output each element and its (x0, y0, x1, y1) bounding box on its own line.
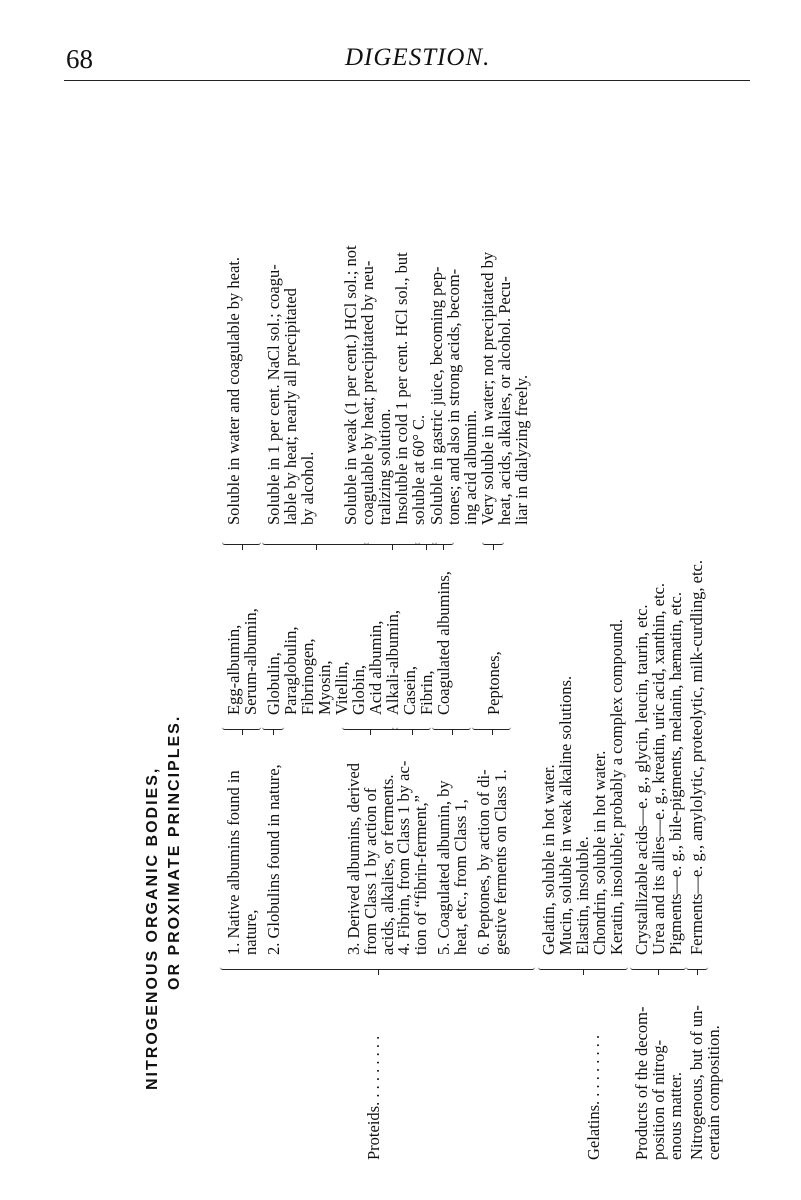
proteid-member: Fibrin, (417, 670, 436, 715)
gelatin-item: Keratin, insoluble; probably a complex compound. (607, 619, 626, 955)
proteid-property: liar in dialyzing freely. (512, 374, 531, 525)
class-brace (222, 724, 261, 730)
gelatins-label: Gelatins. . . . . . . . . (584, 1034, 603, 1160)
gelatin-item: Chondrin, soluble in hot water. (590, 750, 609, 955)
proteid-member: Peptones, (484, 651, 503, 715)
proteid-class: gestive ferments on Class 1. (491, 769, 510, 955)
proteid-property: Soluble in 1 per cent. NaCl sol.; coagu- (264, 264, 283, 525)
member-brace (222, 539, 261, 545)
proteid-member: Myosin, (315, 660, 334, 715)
class-brace (432, 724, 471, 730)
products-brace (630, 964, 686, 970)
proteid-class: 3. Derived albumins, derived (344, 763, 363, 955)
proteid-member: Globin, (349, 665, 368, 715)
proteid-property: Soluble in gastric juice, becoming pep- (427, 266, 446, 525)
proteid-class: acids, alkalies, or ferments. (378, 774, 397, 955)
proteid-property: Insoluble in cold 1 per cent. HCl sol., but (392, 252, 411, 525)
proteid-property: tones; and also in strong acids, becom- (444, 268, 463, 525)
proteid-class: 6. Peptones, by action of di- (474, 769, 493, 955)
proteid-class: heat, etc., from Class 1, (451, 799, 470, 955)
proteids-brace (220, 964, 535, 970)
class-brace (342, 724, 398, 730)
proteid-member: Casein, (400, 665, 419, 715)
proteid-class: 1. Native albumins found in (224, 770, 243, 955)
proteid-member: Acid albumin, (366, 620, 385, 715)
rotated-table (140, 95, 723, 1160)
table-title-line2: OR PROXIMATE PRINCIPLES. (166, 714, 183, 990)
member-brace (432, 539, 454, 545)
gelatin-item: Gelatin, soluble in hot water. (539, 764, 558, 955)
proteid-member: Fibrinogen, (298, 638, 317, 715)
class-brace (262, 724, 284, 730)
nitrogenous-item: Ferments—e. g., amylolytic, proteolytic, milk-curdling, etc. (687, 560, 706, 955)
proteid-member: Paraglobulin, (281, 626, 300, 715)
proteid-property: by alcohol. (298, 451, 317, 525)
proteid-property: Very soluble in water; not precipitated by (478, 251, 497, 525)
proteid-class: 5. Coagulated albumin, by (434, 780, 453, 955)
proteid-class: tion of “fibrin-ferment,” (411, 795, 430, 955)
proteid-property: coagulable by heat; precipitated by neu- (358, 260, 377, 525)
proteid-property: Soluble in water and coagulable by heat. (224, 256, 243, 525)
proteid-property: Soluble in weak (1 per cent.) HCl sol.; not (341, 245, 360, 525)
gelatin-item: Mucin, soluble in weak alkaline solutions. (556, 675, 575, 955)
proteid-member: Serum-albumin, (241, 608, 260, 715)
proteid-property: tralizing solution. (375, 408, 394, 525)
proteid-property: ing acid albumin. (461, 409, 480, 525)
proteid-member: Vitellin, (332, 661, 351, 715)
proteid-member: Egg-albumin, (224, 624, 243, 715)
product-item: Crystallizable acids—e. g., glycin, leucin, taurin, etc. (632, 604, 651, 955)
products-label: Products of the decom- (632, 1006, 651, 1160)
product-item: Urea and its allies—e. g., kreatin, uric acid, xanthin, etc. (649, 582, 668, 955)
member-brace (364, 539, 420, 545)
products-label: position of nitrog- (649, 1039, 668, 1160)
proteid-property: soluble at 60° C. (409, 414, 428, 525)
gelatins-brace (538, 964, 628, 970)
class-brace (472, 724, 511, 730)
proteids-label: Proteids. . . . . . . . . (364, 1035, 383, 1160)
proteid-member: Alkali-albumin, (383, 610, 402, 715)
table-title-line1: NITROGENOUS ORGANIC BODIES, (144, 766, 161, 1090)
member-brace (482, 539, 504, 545)
member-brace (262, 539, 369, 545)
proteid-property: lable by heat; nearly all precipitated (281, 288, 300, 525)
nitrogenous-label: Nitrogenous, but of un- (687, 1005, 706, 1160)
gelatin-item: Elastin, insoluble. (573, 836, 592, 955)
products-label: enous matter. (666, 1072, 685, 1160)
proteid-class: nature, (241, 909, 260, 955)
proteid-class: 4. Fibrin, from Class 1 by ac- (394, 760, 413, 955)
proteid-property: heat, acids, alkalies, or alcohol. Pecu- (495, 276, 514, 525)
header-rule (64, 80, 750, 81)
nitrogenous-label: certain composition. (704, 1025, 723, 1160)
proteid-class: 2. Globulins found in nature, (264, 764, 283, 955)
class-brace (392, 724, 431, 730)
page-number: 68 (66, 44, 93, 74)
product-item: Pigments—e. g., bile-pigments, melanin, hæmatin, etc. (666, 592, 685, 955)
proteid-class: from Class 1 by action of (361, 787, 380, 955)
proteid-member: Globulin, (264, 652, 283, 715)
nitrogenous-brace (686, 964, 708, 970)
running-head: DIGESTION. (345, 44, 491, 71)
proteid-member: Coagulated albumins, (434, 571, 453, 715)
